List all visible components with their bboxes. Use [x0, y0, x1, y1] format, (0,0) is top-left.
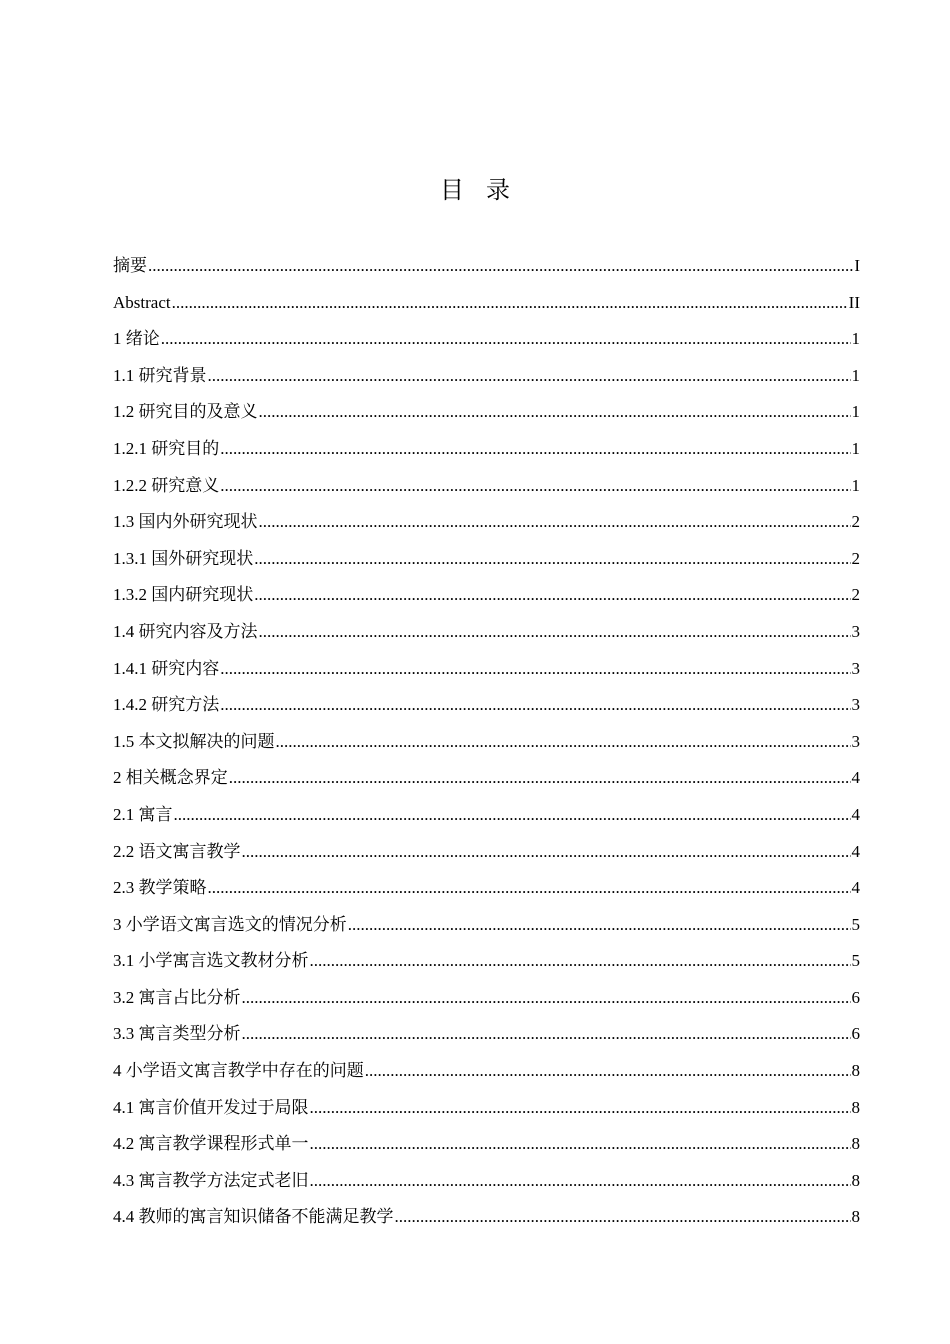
toc-entry[interactable] — [113, 943, 860, 980]
toc-dot-leader — [220, 431, 850, 468]
toc-entry-page: 2 — [851, 512, 860, 532]
toc-title: 目录 — [440, 176, 532, 204]
toc-entry[interactable] — [113, 870, 860, 907]
toc-dot-leader — [148, 248, 853, 285]
toc-dot-leader — [254, 541, 850, 578]
toc-entry[interactable] — [113, 504, 860, 541]
toc-entry[interactable] — [113, 760, 860, 797]
toc-entry-page: 3 — [851, 731, 860, 751]
toc-entry-page: 4 — [851, 878, 860, 898]
toc-entry-label: 1.3 国内外研究现状 — [113, 512, 258, 532]
toc-entry-page: 8 — [851, 1170, 860, 1190]
toc-dot-leader — [259, 394, 851, 431]
toc-entry-page: 5 — [851, 951, 860, 971]
toc-entry-label: 1.3.1 国外研究现状 — [113, 548, 254, 568]
toc-entry-page: 3 — [851, 658, 860, 678]
toc-entry-label: 3.1 小学寓言选文教材分析 — [113, 951, 309, 971]
toc-dot-leader — [242, 834, 851, 871]
toc-dot-leader — [220, 687, 850, 724]
toc-dot-leader — [220, 651, 850, 688]
toc-dot-leader — [365, 1053, 851, 1090]
toc-entry-label: 3.3 寓言类型分析 — [113, 1024, 241, 1044]
toc-entry-page: 1 — [851, 365, 860, 385]
toc-entry-label: 4.1 寓言价值开发过于局限 — [113, 1097, 309, 1117]
toc-entry-label: 4.3 寓言教学方法定式老旧 — [113, 1170, 309, 1190]
toc-entry-label: 2.2 语文寓言教学 — [113, 841, 241, 861]
toc-entry[interactable] — [113, 285, 860, 322]
toc-entry-label: 2.3 教学策略 — [113, 878, 207, 898]
toc-entry[interactable] — [113, 1163, 860, 1200]
toc-dot-leader — [254, 577, 850, 614]
toc-dot-leader — [259, 614, 851, 651]
toc-entry-label: 1.2 研究目的及意义 — [113, 402, 258, 422]
toc-entry-label: 1 绪论 — [113, 329, 160, 349]
toc-entry-page: 6 — [851, 1024, 860, 1044]
toc-entry[interactable] — [113, 468, 860, 505]
toc-entry[interactable] — [113, 907, 860, 944]
toc-entry-page: 1 — [851, 329, 860, 349]
toc-entry[interactable] — [113, 980, 860, 1017]
toc-entry[interactable] — [113, 651, 860, 688]
toc-dot-leader — [172, 285, 848, 322]
toc-entry-page: 5 — [851, 914, 860, 934]
toc-entry-label: 2 相关概念界定 — [113, 768, 228, 788]
toc-entry-label: 1.4 研究内容及方法 — [113, 621, 258, 641]
toc-entry-label: 1.1 研究背景 — [113, 365, 207, 385]
toc-entry-label: 2.1 寓言 — [113, 804, 173, 824]
toc-entry-label: 1.5 本文拟解决的问题 — [113, 731, 275, 751]
toc-entry[interactable] — [113, 1016, 860, 1053]
toc-dot-leader — [242, 980, 851, 1017]
toc-entry-page: I — [854, 256, 860, 275]
toc-dot-leader — [348, 907, 851, 944]
toc-entry-page: 2 — [851, 548, 860, 568]
toc-entry-page: 4 — [851, 768, 860, 788]
toc-entry-page: 1 — [851, 438, 860, 458]
toc-entry[interactable] — [113, 797, 860, 834]
toc-entry-page: 4 — [851, 841, 860, 861]
toc-entry-label: 3 小学语文寓言选文的情况分析 — [113, 914, 347, 934]
toc-entry-page: 1 — [851, 402, 860, 422]
toc-entry-label: 4.2 寓言教学课程形式单一 — [113, 1134, 309, 1154]
toc-entry[interactable] — [113, 394, 860, 431]
toc-entry-page: 3 — [851, 621, 860, 641]
toc-entry-page: II — [848, 292, 860, 312]
toc-entry-page: 8 — [851, 1134, 860, 1154]
toc-entry-page: 2 — [851, 585, 860, 605]
toc-entry[interactable] — [113, 577, 860, 614]
toc-dot-leader — [310, 1163, 851, 1200]
toc-entry[interactable] — [113, 724, 860, 761]
toc-entry[interactable] — [113, 1053, 860, 1090]
toc-dot-leader — [161, 321, 851, 358]
toc-entry[interactable] — [113, 1126, 860, 1163]
toc-dot-leader — [220, 468, 850, 505]
toc-dot-leader — [395, 1199, 851, 1236]
toc-entry-label: 3.2 寓言占比分析 — [113, 987, 241, 1007]
toc-entry-page: 3 — [851, 695, 860, 715]
toc-entry[interactable] — [113, 541, 860, 578]
toc-entry-label: 1.3.2 国内研究现状 — [113, 585, 254, 605]
toc-entry-page: 8 — [851, 1061, 860, 1081]
toc-entry[interactable] — [113, 834, 860, 871]
toc-list — [113, 248, 860, 1236]
toc-entry[interactable] — [113, 1199, 860, 1236]
toc-dot-leader — [229, 760, 851, 797]
toc-entry-page: 6 — [851, 987, 860, 1007]
toc-dot-leader — [259, 504, 851, 541]
toc-dot-leader — [174, 797, 851, 834]
toc-entry-label: 1.4.2 研究方法 — [113, 695, 220, 715]
toc-entry[interactable] — [113, 614, 860, 651]
toc-dot-leader — [310, 943, 851, 980]
toc-entry-page: 8 — [851, 1207, 860, 1227]
toc-entry-label: 4.4 教师的寓言知识储备不能满足教学 — [113, 1207, 394, 1227]
toc-entry-page: 1 — [851, 475, 860, 495]
toc-entry-label: 4 小学语文寓言教学中存在的问题 — [113, 1061, 364, 1081]
toc-entry[interactable] — [113, 431, 860, 468]
toc-entry-label: 1.4.1 研究内容 — [113, 658, 220, 678]
toc-entry-label: 1.2.2 研究意义 — [113, 475, 220, 495]
toc-entry-page: 4 — [851, 804, 860, 824]
toc-dot-leader — [208, 358, 851, 395]
toc-dot-leader — [276, 724, 851, 761]
toc-entry[interactable] — [113, 1090, 860, 1127]
toc-entry[interactable] — [113, 321, 860, 358]
toc-dot-leader — [208, 870, 851, 907]
toc-dot-leader — [242, 1016, 851, 1053]
toc-entry-label: Abstract — [113, 292, 171, 312]
toc-entry[interactable] — [113, 687, 860, 724]
toc-entry-label: 摘要 — [113, 256, 147, 275]
toc-entry[interactable] — [113, 358, 860, 395]
toc-dot-leader — [310, 1126, 851, 1163]
toc-entry-page: 8 — [851, 1097, 860, 1117]
toc-entry[interactable] — [113, 248, 860, 285]
toc-dot-leader — [310, 1090, 851, 1127]
toc-entry-label: 1.2.1 研究目的 — [113, 438, 220, 458]
